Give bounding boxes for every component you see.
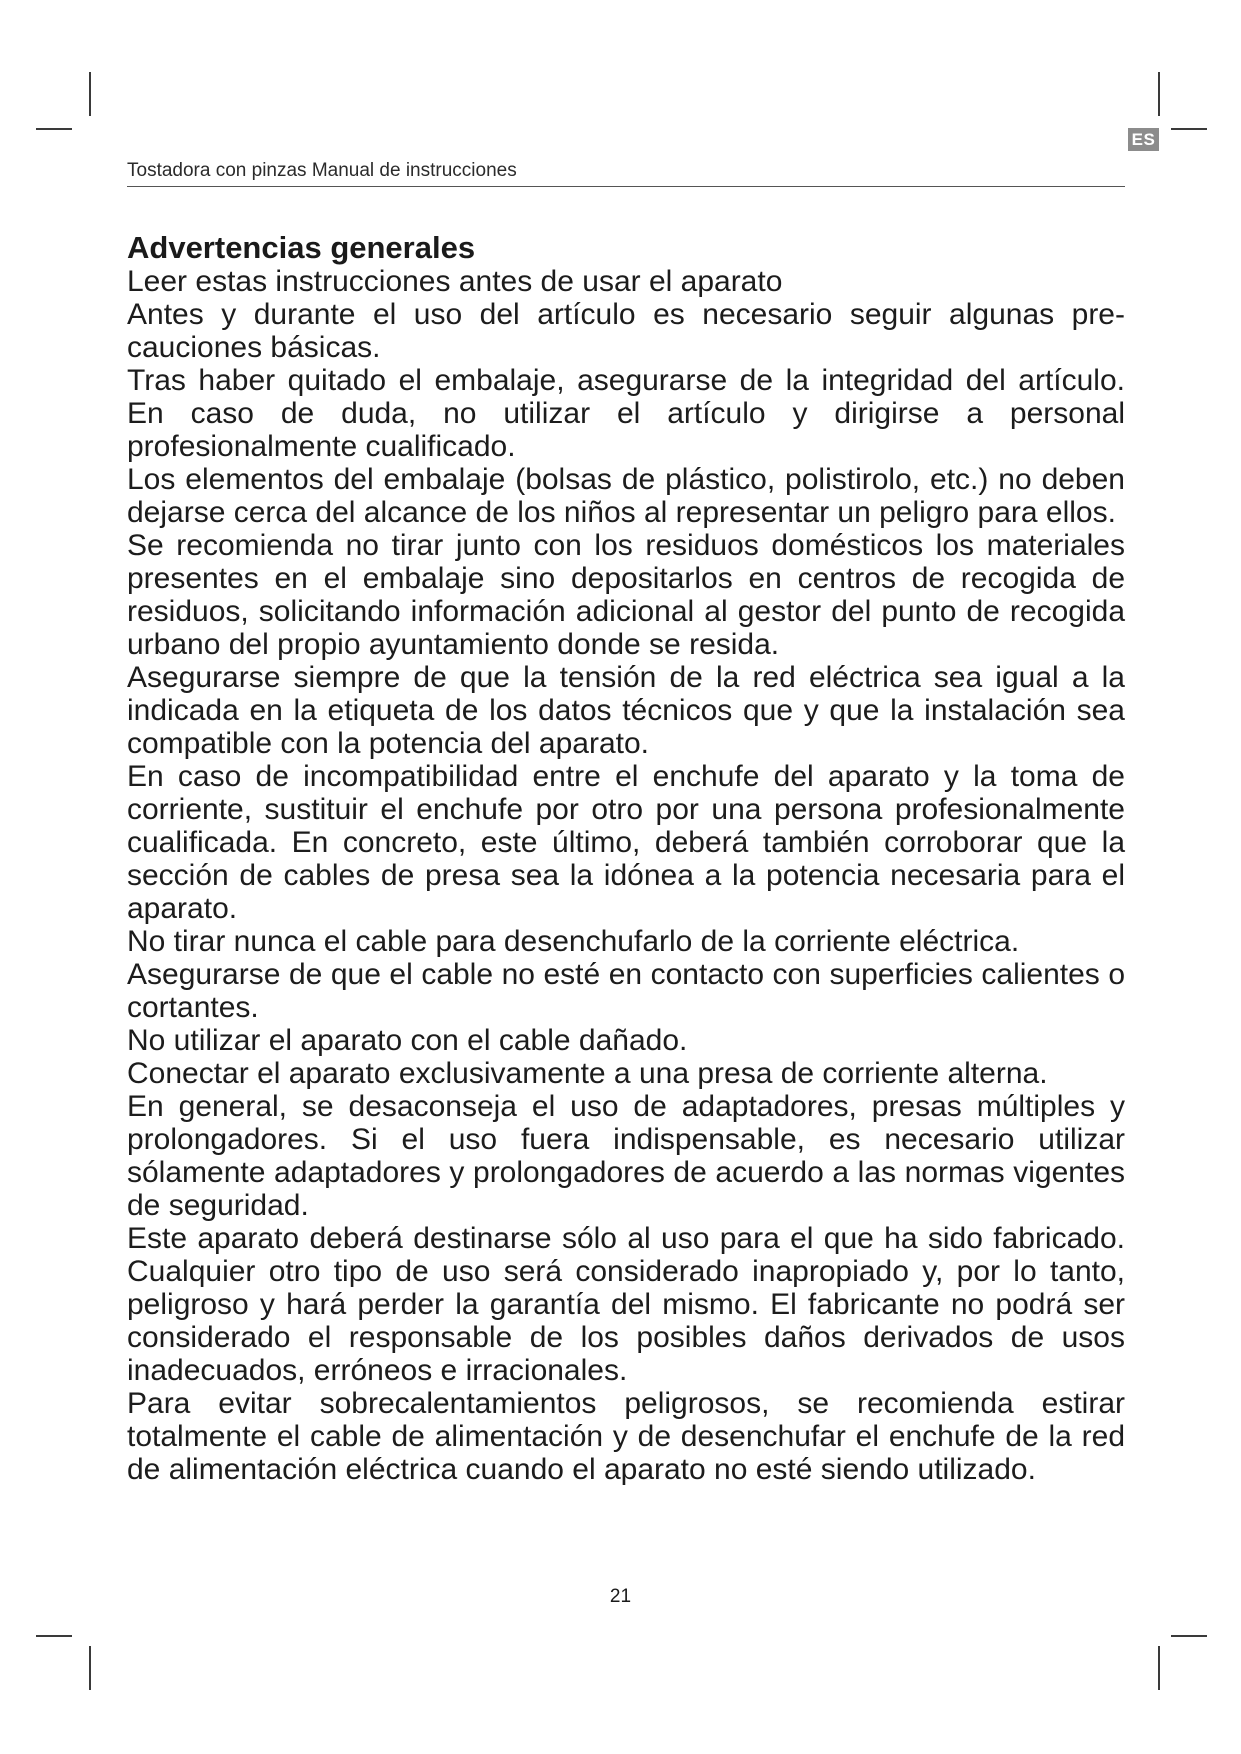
crop-mark-bottom-right-horizontal [1171, 1635, 1207, 1637]
paragraph: Antes y durante el uso del artículo es necesario seguir algunas precauciones básicas. [127, 298, 1125, 364]
crop-mark-top-left-horizontal [36, 128, 72, 130]
crop-mark-top-right-horizontal [1171, 128, 1207, 130]
paragraph: Asegurarse siempre de que la tensión de la red eléctrica sea igual a la indicada en la etiqueta de los datos técnicos que y que la instalación sea compatible con la potencia del aparato. [127, 661, 1125, 760]
header-divider [127, 186, 1125, 187]
paragraph: Para evitar sobrecalentamientos peligrosos, se recomienda estirar totalmente el cable de alimentación y de desenchufar el enchufe de la red de alimentación eléctrica cuando el aparato no esté siendo utilizado. [127, 1387, 1125, 1486]
crop-mark-bottom-right-vertical [1158, 1646, 1160, 1690]
crop-mark-top-left-vertical [89, 72, 91, 116]
crop-mark-bottom-left-horizontal [36, 1635, 72, 1637]
paragraph: No tirar nunca el cable para desenchufarlo de la corriente eléctrica. [127, 925, 1020, 958]
paragraph: Leer estas instrucciones antes de usar el aparato [127, 265, 783, 298]
paragraph: Conectar el aparato exclusivamente a una presa de corriente alterna. [127, 1057, 1048, 1090]
paragraph: En general, se desaconseja el uso de adaptadores, presas múltiples y prolongadores. Si el uso fuera indispensable, es necesario utilizar sólamente adaptadores y prolongadores de acuerdo a las normas vigentes de seguridad. [127, 1090, 1125, 1222]
paragraph: Este aparato deberá destinarse sólo al uso para el que ha sido fabricado. Cualquier otro tipo de uso será considerado inapropiado y, por lo tanto, peligroso y hará perder la garantía del mismo. El fabricante no podrá ser considerado el responsable de los posibles daños derivados de usos inadecuados, erróneos e irracionales. [127, 1222, 1125, 1387]
paragraph: Se recomienda no tirar junto con los residuos domésticos los materiales presentes en el embalaje sino depositarlos en centros de recogida de residuos, solicitando información adicional al gestor del punto de recogida urbano del propio ayuntamiento donde se resida. [127, 529, 1125, 661]
language-badge: ES [1128, 128, 1159, 151]
crop-mark-bottom-left-vertical [89, 1646, 91, 1690]
paragraph: Los elementos del embalaje (bolsas de plástico, polistirolo, etc.) no deben dejarse cerca del alcance de los niños al representar un peligro para ellos. [127, 463, 1125, 529]
paragraph: Tras haber quitado el embalaje, asegurarse de la integridad del artículo. En caso de duda, no utilizar el artículo y dirigirse a personal profesionalmente cualificado. [127, 364, 1125, 463]
running-header: Tostadora con pinzas Manual de instrucciones [127, 160, 517, 181]
paragraph: En caso de incompatibilidad entre el enchufe del aparato y la toma de corriente, sustituir el enchufe por otro por una persona profesionalmente cualificada. En concreto, este último, deberá también corroborar que la sección de cables de presa sea la idónea a la potencia necesaria para el aparato. [127, 760, 1125, 925]
main-content [127, 230, 1125, 1486]
paragraph: Asegurarse de que el cable no esté en contacto con superficies calientes o cortantes. [127, 958, 1125, 1024]
paragraph: No utilizar el aparato con el cable dañado. [127, 1024, 688, 1057]
section-title: Advertencias generales [127, 230, 476, 265]
page-number: 21 [609, 1586, 632, 1607]
crop-mark-top-right-vertical [1158, 72, 1160, 116]
